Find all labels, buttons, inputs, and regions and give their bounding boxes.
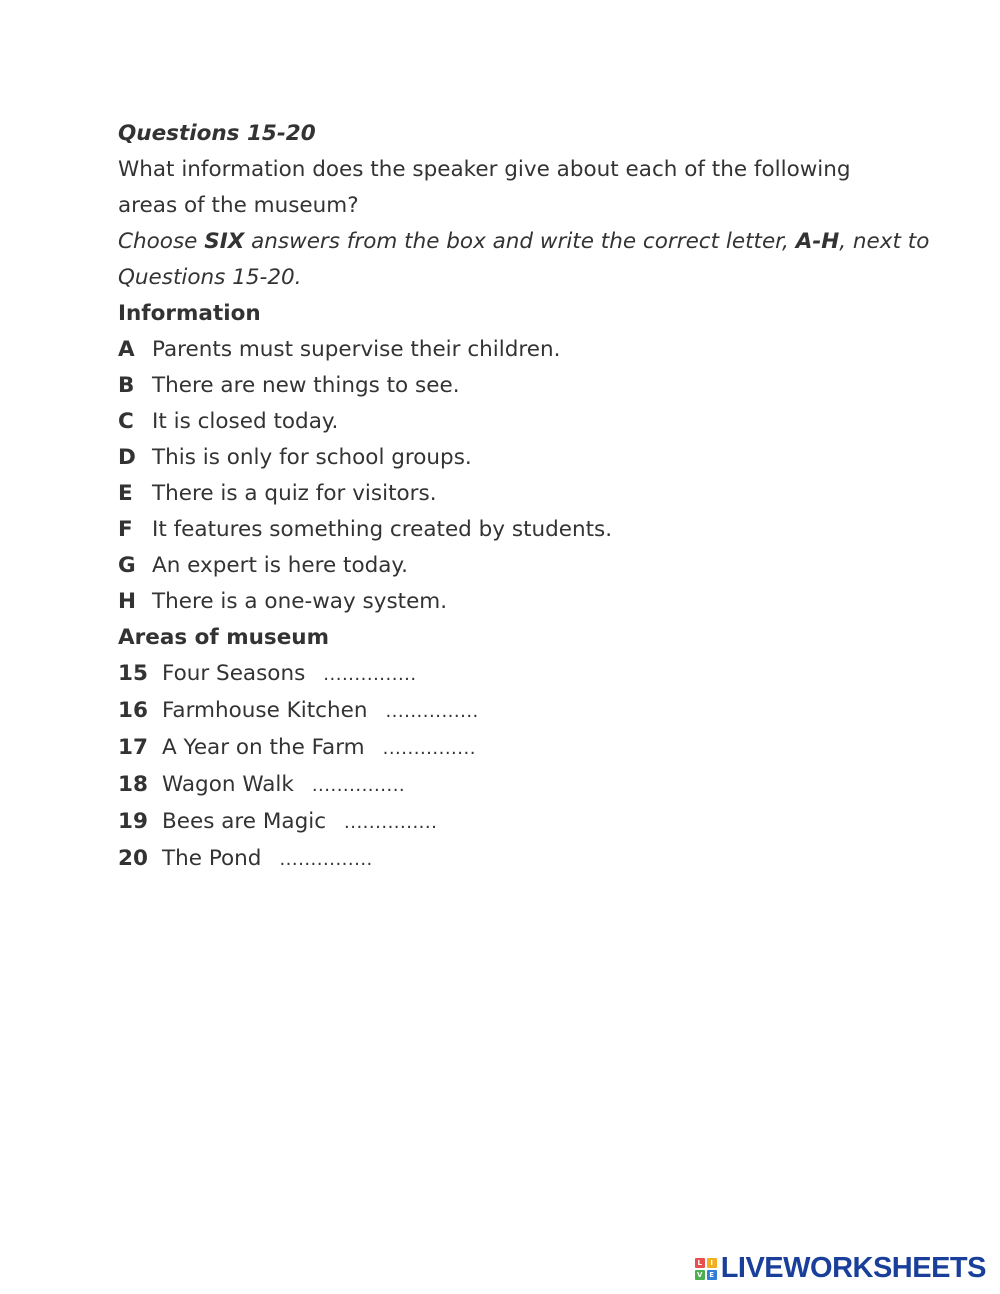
instruction-line: Choose SIX answers from the box and write the correct letter, A-H, next to bbox=[118, 229, 930, 254]
area-name: A Year on the Farm bbox=[162, 735, 365, 760]
information-list bbox=[118, 332, 878, 620]
option-letter: A bbox=[118, 337, 135, 362]
option-text: An expert is here today. bbox=[152, 553, 408, 578]
information-item bbox=[118, 440, 878, 476]
answer-blank[interactable]: ............... bbox=[311, 775, 406, 796]
area-item bbox=[118, 656, 878, 693]
question-number: 20 bbox=[118, 846, 148, 871]
option-text: There are new things to see. bbox=[152, 373, 460, 398]
question-number: 16 bbox=[118, 698, 148, 723]
logo-icon bbox=[695, 1258, 717, 1280]
area-name: Wagon Walk bbox=[162, 772, 294, 797]
information-item bbox=[118, 548, 878, 584]
information-item bbox=[118, 476, 878, 512]
instruction-line-2: Questions 15-20. bbox=[118, 265, 302, 290]
option-text: It is closed today. bbox=[152, 409, 339, 434]
area-name: Four Seasons bbox=[162, 661, 306, 686]
question-number: 15 bbox=[118, 661, 148, 686]
information-item bbox=[118, 584, 878, 620]
area-name: Bees are Magic bbox=[162, 809, 327, 834]
option-letter: D bbox=[118, 445, 136, 470]
questions-title: Questions 15-20 bbox=[118, 121, 316, 146]
logo-tile: I bbox=[707, 1258, 717, 1268]
question-number: 17 bbox=[118, 735, 148, 760]
area-item bbox=[118, 693, 878, 730]
area-name: The Pond bbox=[162, 846, 262, 871]
information-heading: Information bbox=[118, 301, 261, 326]
logo-tile: E bbox=[707, 1270, 717, 1280]
area-item bbox=[118, 841, 878, 878]
option-letter: H bbox=[118, 589, 136, 614]
areas-heading: Areas of museum bbox=[118, 625, 330, 650]
option-text: It features something created by students. bbox=[152, 517, 613, 542]
option-text: There is a quiz for visitors. bbox=[152, 481, 437, 506]
question-number: 18 bbox=[118, 772, 148, 797]
question-prompt: What information does the speaker give about each of the following areas of the museum? bbox=[118, 157, 851, 218]
areas-list bbox=[118, 656, 878, 878]
answer-blank[interactable]: ............... bbox=[279, 849, 373, 870]
area-item bbox=[118, 730, 878, 767]
option-letter: F bbox=[118, 517, 133, 542]
logo-tile: L bbox=[695, 1258, 705, 1268]
area-item bbox=[118, 767, 878, 804]
logo-text: LIVEWORKSHEETS bbox=[720, 1252, 986, 1284]
information-item bbox=[118, 404, 878, 440]
option-letter: C bbox=[118, 409, 134, 434]
information-item bbox=[118, 332, 878, 368]
area-name: Farmhouse Kitchen bbox=[162, 698, 368, 723]
answer-blank[interactable]: ............... bbox=[385, 701, 479, 722]
area-item bbox=[118, 804, 878, 841]
question-number: 19 bbox=[118, 809, 148, 834]
information-item bbox=[118, 512, 878, 548]
option-text: This is only for school groups. bbox=[152, 445, 472, 470]
worksheet-content bbox=[118, 116, 930, 878]
option-letter: E bbox=[118, 481, 133, 506]
option-text: There is a one-way system. bbox=[152, 589, 448, 614]
answer-blank[interactable]: ............... bbox=[382, 738, 476, 759]
information-item bbox=[118, 368, 878, 404]
answer-blank[interactable]: ............... bbox=[344, 812, 438, 833]
answer-blank[interactable]: ............... bbox=[323, 664, 417, 685]
option-letter: B bbox=[118, 373, 135, 398]
liveworksheets-logo[interactable] bbox=[695, 1252, 986, 1285]
logo-tile: V bbox=[695, 1270, 705, 1280]
option-text: Parents must supervise their children. bbox=[152, 337, 561, 362]
option-letter: G bbox=[118, 553, 136, 578]
